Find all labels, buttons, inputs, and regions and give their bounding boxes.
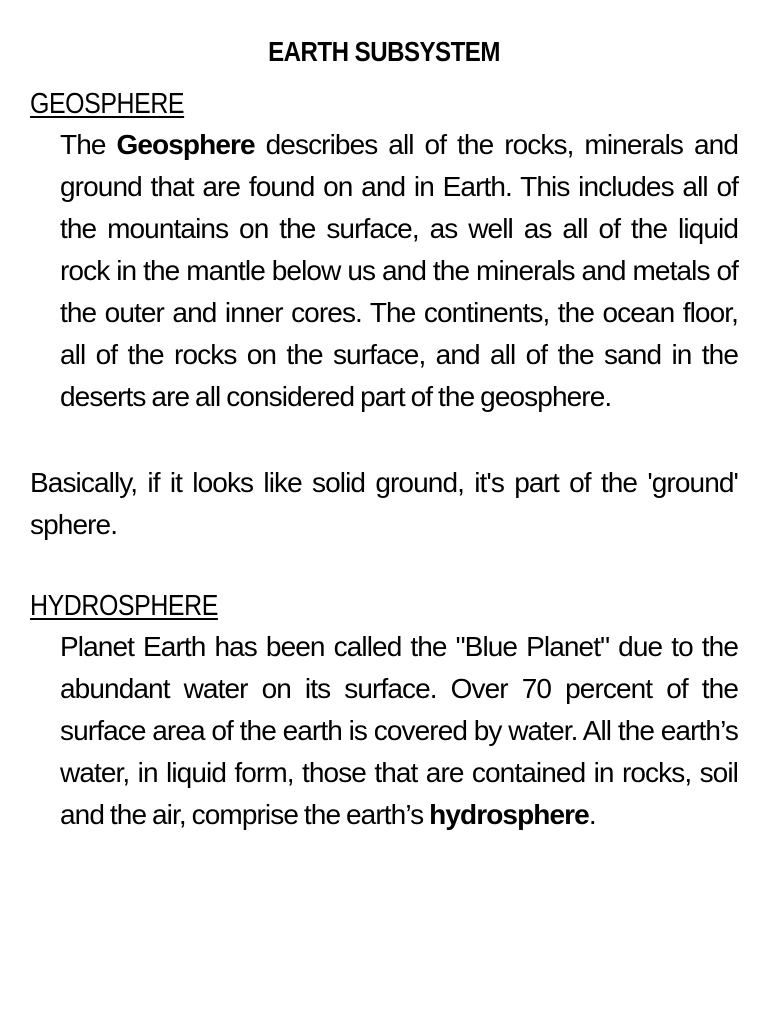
hydrosphere-heading: HYDROSPHERE (30, 590, 218, 622)
document-page (30, 32, 738, 836)
geosphere-summary: Basically, if it looks like solid ground, it's part of the 'ground' sphere. (30, 467, 738, 540)
document-title: EARTH SUBSYSTEM (268, 36, 500, 67)
geosphere-text-rest: describes all of the rocks, minerals and ground that are found on and in Earth. This includes all of the mountains on the surface, as well as all of the liquid rock in the mantle below us and the minerals and metals of the outer and inner cores. The continents, the ocean floor, all of the rocks on the surface, and all of the sand in the deserts are all considered part of the geosphere. (60, 129, 738, 412)
paragraph-spacer (30, 418, 738, 462)
geosphere-heading: GEOSPHERE (30, 88, 185, 120)
geosphere-term: Geosphere (116, 129, 255, 160)
hydrosphere-text-end: . (588, 799, 596, 830)
hydrosphere-term: hydrosphere (429, 799, 589, 830)
hydrosphere-text-start: Planet Earth has been called the "Blue Planet" due to the abundant water on its surface. Over 70 percent of the surface area of the earth is covered by water. All the earth’s water, in liquid form, those that are contained in rocks, soil and the air, comprise the earth’s (60, 631, 738, 830)
hydrosphere-section (30, 586, 738, 836)
section-spacer (30, 546, 738, 586)
geosphere-section (30, 84, 738, 546)
geosphere-text-start: The (60, 129, 117, 160)
hydrosphere-paragraph (30, 626, 738, 836)
geosphere-paragraph (30, 124, 738, 418)
